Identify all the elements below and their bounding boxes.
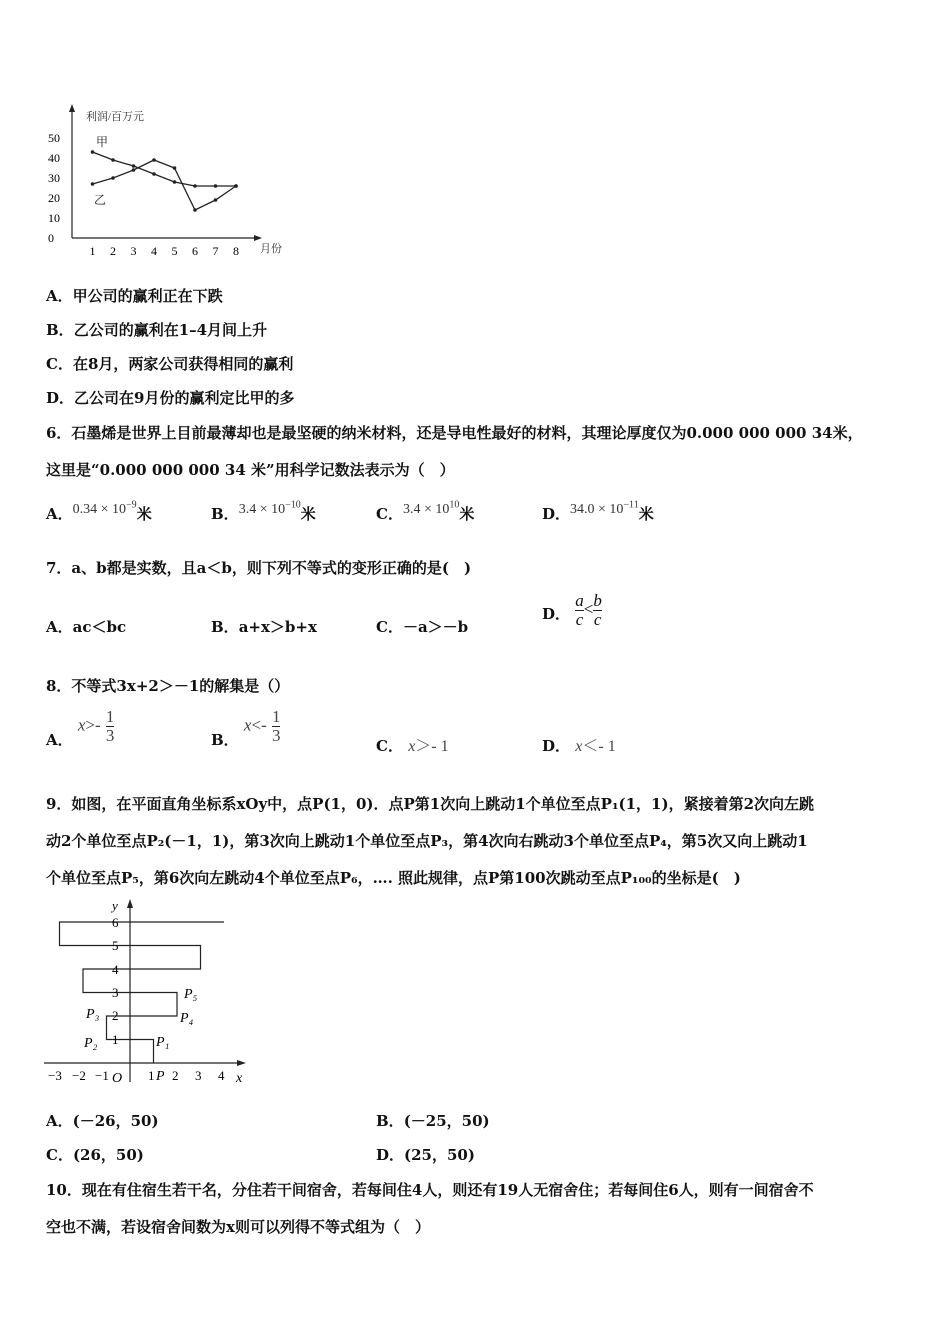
chart-point-yi-2: [111, 176, 115, 180]
chart-point-jia-4: [152, 172, 156, 176]
q7-stem: 7．a、b都是实数，且a＜b，则下列不等式的变形正确的是( ): [46, 559, 472, 577]
q8-option-c[interactable]: [376, 733, 449, 756]
chart-x-arrow: [254, 235, 262, 241]
q6-option-d-letter: D．: [542, 505, 571, 523]
chart-series-line-jia: [93, 152, 237, 186]
q9-option-c[interactable]: [46, 1144, 144, 1165]
q9-stem-line3: 个单位至点P₅，第6次向左跳动4个单位至点P₆，…. 照此规律，点P第100次跳动至点P₁₀₀的坐标是( ): [46, 869, 741, 887]
graph-xtick-4: 4: [218, 1068, 225, 1083]
q9-option-b-text: (－25，50): [403, 1112, 490, 1130]
chart-point-yi-7: [214, 198, 218, 202]
q8-option-a-letter: A．: [46, 730, 73, 749]
q5-option-c[interactable]: [46, 353, 293, 374]
q7-option-b[interactable]: [211, 616, 317, 637]
q9-option-b[interactable]: [376, 1110, 490, 1131]
chart-ytick-10: 10: [48, 211, 60, 225]
graph-xtick-2: 2: [172, 1068, 179, 1083]
q8-option-a-num: 1: [105, 707, 115, 726]
q6-option-c-unit: 米: [459, 505, 475, 523]
q8-option-b-den: 3: [271, 726, 281, 745]
q6-option-c-exp: 10: [449, 499, 460, 511]
q6-option-b[interactable]: [211, 499, 316, 524]
q6-option-d-unit: 米: [638, 505, 654, 523]
graph-xtick-neg3: −3: [48, 1068, 62, 1083]
q6-option-d[interactable]: [542, 499, 654, 524]
chart-ytick-40: 40: [48, 151, 60, 165]
chart-title: 利润/百万元: [86, 111, 145, 123]
q9-option-c-letter: C．: [46, 1146, 73, 1164]
q9-stem-line2: 动2个单位至点P₂(－1，1)，第3次向上跳动1个单位至点P₃，第4次向右跳动3个单位至点P₄，第5次又向上跳动1: [46, 832, 808, 850]
q7-option-c[interactable]: [376, 616, 468, 637]
q9-option-a[interactable]: [46, 1110, 159, 1131]
graph-ytick-6: 6: [112, 915, 119, 930]
q6-option-a-unit: 米: [136, 505, 152, 523]
chart-point-jia-2: [111, 158, 115, 162]
graph-xtick-neg1: −1: [95, 1068, 109, 1083]
graph-ytick-3: 3: [112, 985, 119, 1000]
q6-option-a[interactable]: [46, 499, 152, 524]
q10-stem-line1: 10．现在有住宿生若干名，分住若干间宿舍，若每间住4人，则还有19人无宿舍住；若每间住6人，则有一间宿舍不: [46, 1181, 814, 1199]
graph-point-p1: P₁: [156, 1035, 170, 1050]
q8-option-a-den: 3: [105, 726, 115, 745]
series-label-yi: 乙: [94, 193, 107, 207]
graph-y-arrow: [127, 899, 133, 908]
q8-stem: 8．不等式3x+2＞－1的解集是（）: [46, 677, 290, 695]
q7-option-c-letter: C．: [376, 618, 403, 636]
graph-x-arrow: [237, 1060, 246, 1066]
q9-option-c-text: (26，50): [72, 1146, 144, 1164]
q6-stem-line2: 这里是“0.000 000 000 34 米”用科学记数法表示为（ ）: [46, 461, 455, 479]
chart-point-yi-4: [152, 158, 156, 162]
q8-option-b-num: 1: [271, 707, 281, 726]
q8-option-c-var: x: [408, 738, 416, 755]
q6-option-d-exp: −11: [623, 499, 639, 511]
q7-option-d-den1: c: [575, 610, 584, 629]
q7-option-d-fraction-1: [575, 592, 584, 629]
q7-option-d-num1: a: [575, 591, 584, 610]
q7-option-d-op: <: [583, 599, 594, 619]
q6-stem-line1: 6．石墨烯是世界上目前最薄却也是最坚硬的纳米材料，还是导电性最好的材料，其理论厚度仅为0.000 000 000 34米，: [46, 424, 863, 442]
graph-ytick-5: 5: [112, 938, 119, 953]
q8-option-c-letter: C．: [376, 737, 403, 755]
q7-option-c-text: －a＞－b: [402, 618, 469, 636]
q5-option-d-text: 乙公司在9月份的赢利定比甲的多: [74, 389, 295, 407]
q10-stem-line2: 空也不满，若设宿舍间数为x则可以列得不等式组为（ ）: [46, 1218, 430, 1236]
graph-ytick-2: 2: [112, 1008, 119, 1023]
q9-option-a-letter: A．: [46, 1112, 73, 1130]
q8-option-c-text: ＞- 1: [415, 738, 449, 755]
chart-point-yi-5: [173, 166, 177, 170]
q5-option-c-letter: C．: [46, 355, 73, 373]
chart-xtick-5: 5: [171, 244, 178, 258]
graph-x-label: x: [236, 1071, 243, 1086]
graph-xtick-3: 3: [195, 1068, 202, 1083]
q5-option-d[interactable]: [46, 387, 294, 408]
q7-option-d-letter: D．: [542, 604, 571, 623]
chart-xtick-4: 4: [151, 244, 157, 258]
chart-point-yi-6: [193, 208, 197, 212]
q7-option-d-num2: b: [593, 591, 602, 610]
profit-line-chart: [40, 100, 300, 270]
q8-option-b[interactable]: [211, 707, 281, 749]
graph-ytick-1: 1: [112, 1032, 119, 1047]
q8-option-b-op: <-: [251, 715, 267, 735]
q7-option-d-fraction-2: [593, 592, 602, 629]
q6-option-b-letter: B．: [211, 505, 239, 523]
chart-ytick-30: 30: [48, 171, 60, 185]
chart-xtick-8: 8: [233, 244, 239, 258]
graph-xtick-1: 1: [148, 1068, 155, 1083]
q7-option-b-letter: B．: [211, 618, 239, 636]
chart-ytick-20: 20: [48, 191, 60, 205]
q8-option-a-fraction: [106, 708, 115, 745]
q7-option-a-letter: A．: [46, 618, 73, 636]
q5-option-a-text: 甲公司的赢利正在下跌: [72, 287, 223, 305]
chart-point-jia-1: [91, 150, 95, 154]
q5-option-d-letter: D．: [46, 389, 75, 407]
graph-origin-label: O: [112, 1071, 123, 1086]
q7-option-b-text: a+x＞b+x: [238, 618, 317, 636]
q8-option-a-op: >-: [85, 715, 101, 735]
chart-xtick-3: 3: [130, 244, 137, 258]
chart-point-jia-3: [132, 164, 136, 168]
q5-option-b-text: 乙公司的赢利在1–4月间上升: [73, 321, 268, 339]
chart-y-arrow: [69, 104, 75, 112]
q9-option-d-text: (25，50): [404, 1146, 475, 1164]
q9-option-a-text: (－26，50): [72, 1112, 159, 1130]
q6-option-b-exp: −10: [285, 499, 301, 511]
chart-point-yi-1: [91, 182, 95, 186]
chart-xtick-6: 6: [192, 244, 198, 258]
q7-option-a[interactable]: [46, 616, 126, 637]
graph-point-p2: P₂: [84, 1036, 98, 1051]
graph-point-p3: P₃: [86, 1007, 100, 1022]
q5-option-b[interactable]: [46, 319, 267, 340]
chart-xtick-1: 1: [89, 244, 96, 258]
chart-point-jia-6: [193, 184, 197, 188]
q6-option-a-base: 0.34 × 10: [72, 502, 127, 517]
chart-ytick-0: 0: [48, 231, 54, 245]
q5-option-b-letter: B．: [46, 321, 74, 339]
q6-option-c[interactable]: [376, 499, 475, 524]
jump-path-graph: [40, 896, 260, 1092]
chart-xlabel: 月份: [260, 243, 282, 255]
chart-xtick-7: 7: [212, 244, 219, 258]
graph-y-label: y: [112, 898, 118, 913]
q8-option-d-var: x: [575, 738, 583, 755]
q5-option-c-text: 在8月，两家公司获得相同的赢利: [72, 355, 294, 373]
chart-point-yi-3: [132, 168, 136, 172]
q6-option-c-base: 3.4 × 10: [402, 502, 450, 517]
q6-option-a-letter: A．: [46, 505, 73, 523]
q9-option-d-letter: D．: [376, 1146, 405, 1164]
q6-option-b-base: 3.4 × 10: [238, 502, 286, 517]
q9-option-d[interactable]: [376, 1144, 475, 1165]
chart-point-jia-5: [173, 180, 177, 184]
q9-stem-line1: 9．如图，在平面直角坐标系xOy中，点P(1，0)．点P第1次向上跳动1个单位至点P₁(1，1)，紧接着第2次向左跳: [46, 795, 815, 813]
q8-option-b-fraction: [272, 708, 281, 745]
graph-xtick-neg2: −2: [72, 1068, 86, 1083]
q8-option-b-var: x: [243, 715, 252, 735]
chart-ytick-50: 50: [48, 131, 60, 145]
q8-option-b-letter: B．: [211, 730, 239, 749]
q5-option-a[interactable]: [46, 285, 223, 306]
series-label-jia: 甲: [96, 135, 109, 149]
q9-option-b-letter: B．: [376, 1112, 404, 1130]
chart-point-yi-8: [234, 184, 238, 188]
q6-option-c-letter: C．: [376, 505, 403, 523]
q8-option-d-text: ＜- 1: [582, 738, 616, 755]
q7-option-d-den2: c: [593, 610, 602, 629]
graph-point-p4: P₄: [180, 1011, 194, 1026]
q6-option-a-exp: −9: [126, 499, 137, 511]
q5-option-a-letter: A．: [46, 287, 73, 305]
q8-option-a[interactable]: [46, 707, 115, 749]
q6-option-d-base: 34.0 × 10: [570, 502, 624, 517]
q8-option-a-var: x: [77, 715, 86, 735]
graph-point-p5: P₅: [184, 987, 198, 1002]
q6-option-b-unit: 米: [300, 505, 316, 523]
graph-ytick-4: 4: [112, 962, 119, 977]
graph-point-p: P: [156, 1069, 165, 1084]
q7-option-d[interactable]: [542, 592, 602, 629]
chart-xtick-2: 2: [110, 244, 116, 258]
q8-option-d[interactable]: [542, 733, 616, 756]
chart-point-jia-7: [214, 184, 218, 188]
q7-option-a-text: ac＜bc: [72, 618, 127, 636]
q8-option-d-letter: D．: [542, 737, 571, 755]
